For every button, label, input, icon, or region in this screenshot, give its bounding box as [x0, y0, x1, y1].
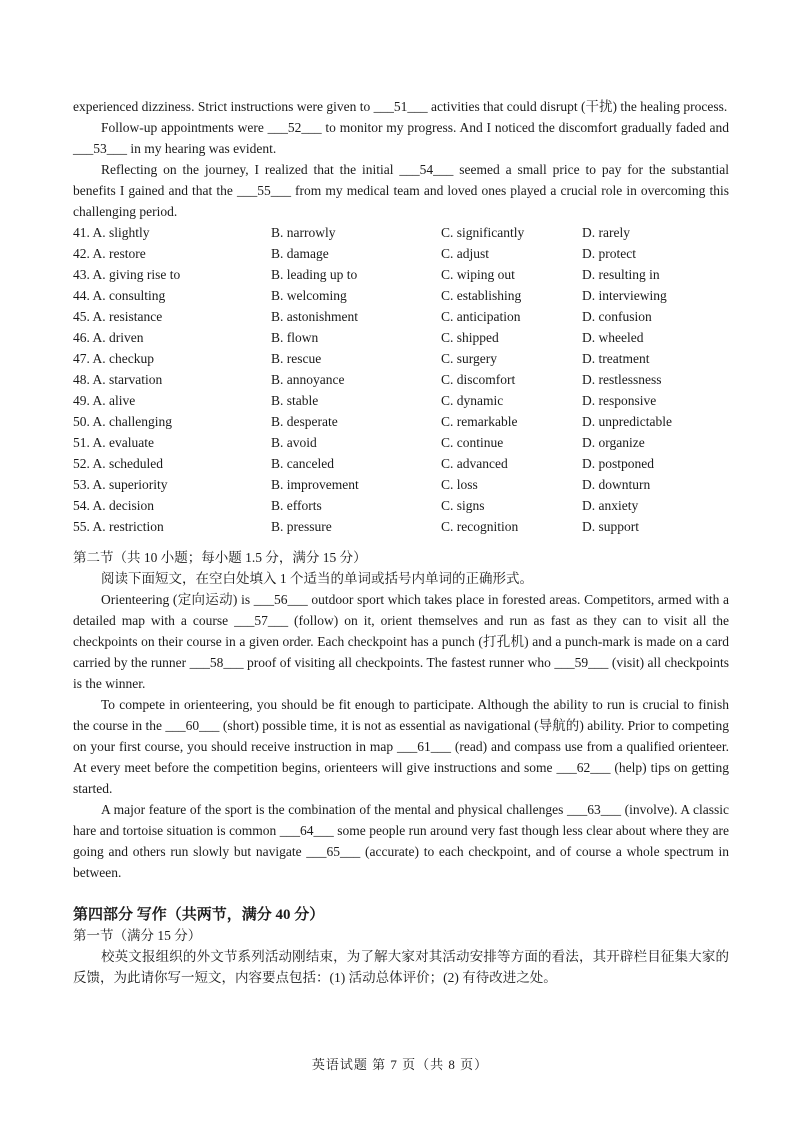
- passage-paragraph: A major feature of the sport is the combination of the mental and physical challenges ___63___ (involve). A classic hare and tortoise situation is common ___64___ some people run around very fast though less clear about where they are going and others run slowly but navigate ___65___ (accurate) to each checkpoint, and of course a whole spectrum in between.: [73, 802, 729, 880]
- option-d: D. interviewing: [582, 288, 667, 303]
- option-d: D. postponed: [582, 456, 654, 471]
- part4-title: 第四部分 写作（共两节，满分 40 分）: [73, 907, 325, 923]
- passage-paragraph: Orienteering (定向运动) is ___56___ outdoor sport which takes place in forested areas. Competitors, armed with a detailed map with a course ___57___ (follow) on it, orient themselves and run as fast as they can to visit all the checkpoints on their course in a given order. Each checkpoint has a punch (打孔机) and a punch-mark is made on a card carried by the runner ___58___ proof of visiting all checkpoints. The fastest runner who ___59___ (visit) all checkpoints is the winner.: [73, 592, 729, 691]
- option-a: 47. A. checkup: [73, 351, 154, 366]
- option-a: 49. A. alive: [73, 393, 136, 408]
- option-b: B. desperate: [271, 414, 338, 429]
- option-c: C. advanced: [441, 456, 508, 471]
- option-a: 54. A. decision: [73, 498, 154, 513]
- option-d: D. rarely: [582, 225, 630, 240]
- option-d: D. downturn: [582, 477, 651, 492]
- option-b: B. damage: [271, 246, 329, 261]
- option-a: 44. A. consulting: [73, 288, 166, 303]
- option-c: C. loss: [441, 477, 478, 492]
- option-d: D. anxiety: [582, 498, 639, 513]
- option-d: D. support: [582, 519, 639, 534]
- passage-paragraph: experienced dizziness. Strict instructions were given to ___51___ activities that could disrupt (干扰) the healing process.: [73, 99, 728, 114]
- option-a: 45. A. resistance: [73, 309, 163, 324]
- section2-instruction: 阅读下面短文，在空白处填入 1 个适当的单词或括号内单词的正确形式。: [101, 571, 533, 586]
- section2-heading: 第二节（共 10 小题；每小题 1.5 分，满分 15 分）: [73, 550, 367, 565]
- option-b: B. stable: [271, 393, 319, 408]
- option-b: B. leading up to: [271, 267, 358, 282]
- option-a: 51. A. evaluate: [73, 435, 154, 450]
- option-b: B. astonishment: [271, 309, 358, 324]
- option-c: C. significantly: [441, 225, 525, 240]
- option-d: D. organize: [582, 435, 645, 450]
- option-c: C. adjust: [441, 246, 490, 261]
- options-table: [73, 222, 729, 537]
- option-a: 46. A. driven: [73, 330, 144, 345]
- option-b: B. rescue: [271, 351, 322, 366]
- option-d: D. unpredictable: [582, 414, 672, 429]
- option-a: 48. A. starvation: [73, 372, 163, 387]
- option-c: C. shipped: [441, 330, 499, 345]
- option-c: C. dynamic: [441, 393, 504, 408]
- part4-subtitle: 第一节（满分 15 分）: [73, 928, 202, 943]
- exam-page: [73, 96, 729, 988]
- option-d: D. restlessness: [582, 372, 662, 387]
- passage-paragraph: Follow-up appointments were ___52___ to monitor my progress. And I noticed the discomfort gradually faded and ___53___ in my hearing was evident.: [73, 120, 729, 156]
- option-c: C. anticipation: [441, 309, 521, 324]
- option-c: C. signs: [441, 498, 485, 513]
- option-b: B. annoyance: [271, 372, 345, 387]
- option-b: B. pressure: [271, 519, 332, 534]
- option-a: 42. A. restore: [73, 246, 146, 261]
- option-d: D. wheeled: [582, 330, 644, 345]
- option-b: B. welcoming: [271, 288, 347, 303]
- option-a: 43. A. giving rise to: [73, 267, 181, 282]
- passage-paragraph: To compete in orienteering, you should be fit enough to participate. Although the ability to run is crucial to finish the course in the ___60___ (short) possible time, it is not as essential as navigational (导航的) ability. Prior to competing on your first course, you should receive instruction in map ___61___ (read) and compass use from a qualified orienteer. At every meet before the competition begins, orienteers will give instructions and some ___62___ (help) tips on getting started.: [73, 697, 729, 796]
- option-c: C. discomfort: [441, 372, 516, 387]
- option-a: 41. A. slightly: [73, 225, 150, 240]
- option-a: 52. A. scheduled: [73, 456, 163, 471]
- option-d: D. treatment: [582, 351, 650, 366]
- option-c: C. wiping out: [441, 267, 515, 282]
- option-c: C. recognition: [441, 519, 519, 534]
- passage-paragraph: Reflecting on the journey, I realized that the initial ___54___ seemed a small price to pay for the substantial benefits I gained and that the ___55___ from my medical team and loved ones played a crucial role in overcoming this challenging period.: [73, 162, 729, 219]
- option-d: D. protect: [582, 246, 636, 261]
- option-d: D. resulting in: [582, 267, 660, 282]
- option-c: C. remarkable: [441, 414, 518, 429]
- writing-prompt: 校英文报组织的外文节系列活动刚结束，为了解大家对其活动安排等方面的看法，其开辟栏目征集大家的反馈，为此请你写一短文，内容要点包括：(1) 活动总体评价；(2) 有待改进之处。: [73, 949, 729, 985]
- option-b: B. flown: [271, 330, 319, 345]
- option-c: C. continue: [441, 435, 504, 450]
- option-b: B. canceled: [271, 456, 334, 471]
- option-a: 53. A. superiority: [73, 477, 168, 492]
- option-a: 55. A. restriction: [73, 519, 164, 534]
- option-a: 50. A. challenging: [73, 414, 172, 429]
- option-b: B. efforts: [271, 498, 322, 513]
- option-d: D. confusion: [582, 309, 652, 324]
- option-b: B. improvement: [271, 477, 359, 492]
- option-b: B. narrowly: [271, 225, 336, 240]
- option-d: D. responsive: [582, 393, 657, 408]
- option-c: C. establishing: [441, 288, 522, 303]
- option-c: C. surgery: [441, 351, 497, 366]
- option-b: B. avoid: [271, 435, 317, 450]
- page-footer: 英语试题 第 7 页（共 8 页）: [311, 1057, 489, 1072]
